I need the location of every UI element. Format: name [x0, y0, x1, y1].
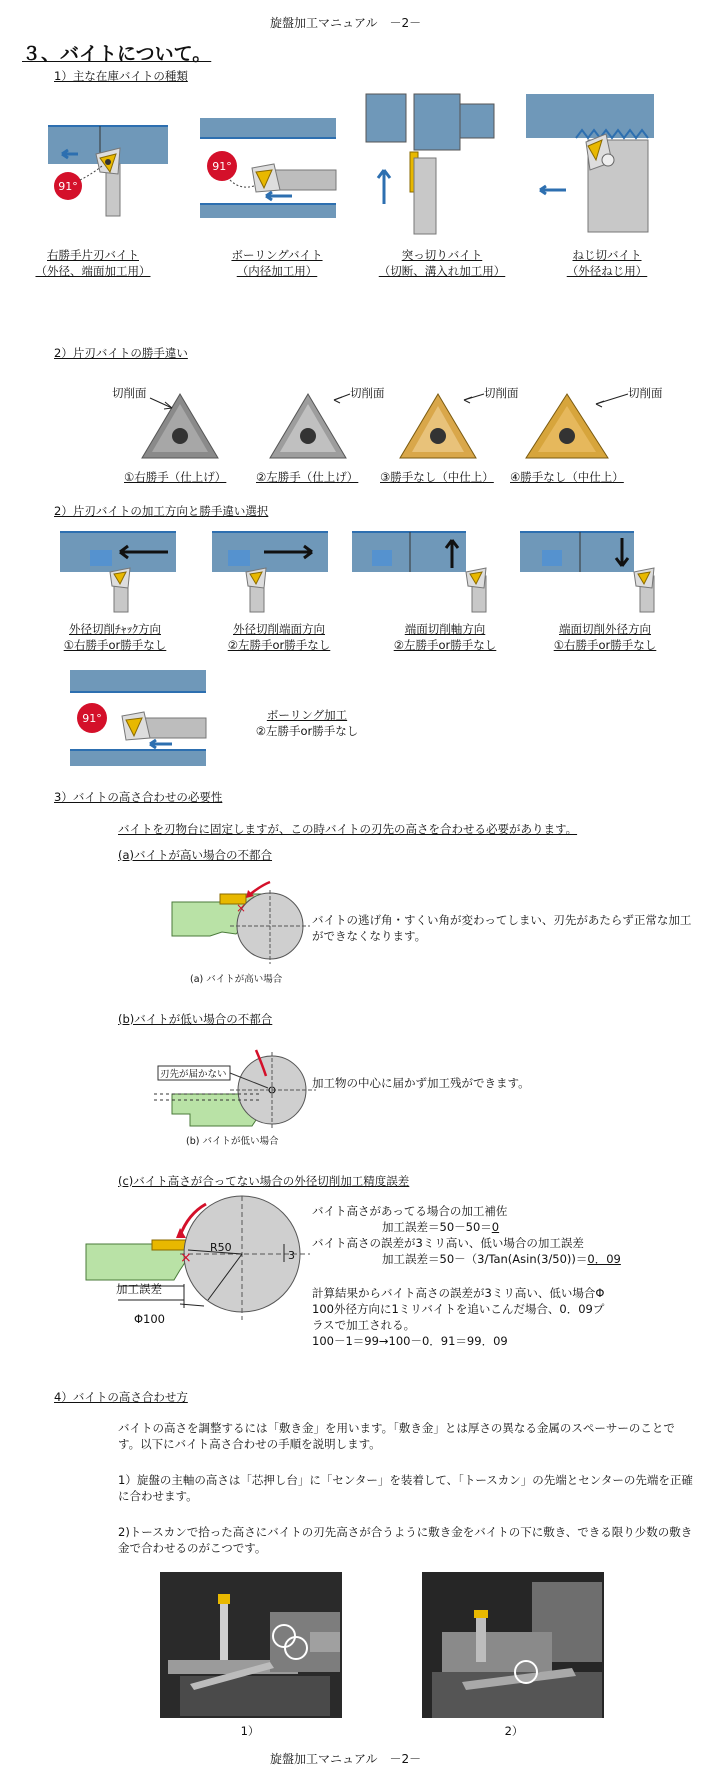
page-header: 旋盤加工マニュアル －2－	[270, 16, 422, 30]
direction-3-hand: ②左勝手or勝手なし	[393, 638, 497, 652]
tool-3-name: 突っ切りバイト	[401, 248, 483, 262]
calc-line-4-text: 加工誤差＝50－（3/Tan(Asin(3/50))＝	[382, 1252, 588, 1266]
direction-diagram-1	[60, 528, 180, 612]
calc-result-2: 0．09	[587, 1252, 621, 1266]
case-b-caption: (b) バイトが低い場合	[186, 1136, 279, 1147]
calc-line-3: バイト高さの誤差が3ミリ高い、低い場合の加工誤差	[312, 1236, 584, 1250]
angle-badge-3: 91°	[82, 712, 102, 725]
face-label-arrows	[0, 0, 707, 420]
tool-2-use: （内径加工用）	[236, 264, 318, 278]
tool-4-use: （外径ねじ用）	[566, 264, 648, 278]
insert-caption-1: ①右勝手（仕上げ）	[124, 470, 227, 484]
calc-line-2	[382, 1220, 499, 1235]
direction-3-name: 端面切削軸方向	[404, 622, 486, 636]
photo-1-caption: 1）	[240, 1724, 260, 1738]
case-b-heading: (b)バイトが低い場合の不都合	[118, 1012, 273, 1026]
tool-1-name: 右勝手片刃バイト	[47, 248, 139, 262]
shim-intro: バイトの高さを調整するには「敷き金」を用います。「敷き金」とは厚さの異なる金属のスペーサーのことです。以下にバイト高さ合わせの手順を説明します。	[118, 1421, 675, 1451]
direction-2-name: 外径切削端面方向	[233, 622, 325, 636]
section-4-heading: 3）バイトの高さ合わせの必要性	[54, 790, 223, 804]
direction-2-hand: ②左勝手or勝手なし	[227, 638, 331, 652]
boring-hand: ②左勝手or勝手なし	[255, 724, 359, 738]
error-label: 加工誤差	[116, 1282, 162, 1296]
direction-4-name: 端面切削外径方向	[559, 622, 651, 636]
page-footer: 旋盤加工マニュアル －2－	[270, 1752, 422, 1766]
tool-high-diagram	[170, 874, 320, 974]
photo-2-shim-setting	[422, 1572, 604, 1718]
case-c-heading: (c)バイト高さが合ってない場合の外径切削加工精度誤差	[118, 1174, 410, 1188]
direction-diagram-2	[212, 528, 332, 612]
boring-label: ボーリング加工	[266, 708, 348, 722]
diameter-label: Φ100	[134, 1312, 166, 1326]
boring-direction-diagram	[70, 668, 210, 768]
section-3-heading: 2）片刃バイトの加工方向と勝手違い選択	[54, 504, 269, 518]
tool-3-use: （切断、溝入れ加工用）	[378, 264, 506, 278]
step-1-text: 1）旋盤の主軸の高さは「芯押し台」に「センター」を装着して、「トースカン」の先端とセンターの先端を正確に合わせます。	[118, 1473, 693, 1503]
height-offset-label: 3	[288, 1249, 295, 1262]
photo-1-lathe-center	[160, 1572, 342, 1718]
svg-text:×: ×	[180, 1250, 192, 1266]
insert-caption-3: ③勝手なし（中仕上）	[380, 470, 494, 484]
photo-2-caption: 2）	[504, 1724, 524, 1738]
height-intro: バイトを刃物台に固定しますが、この時バイトの刃先の高さを合わせる必要があります。	[118, 822, 578, 836]
tool-low-diagram	[150, 1034, 320, 1144]
case-b-text: 加工物の中心に届かず加工残ができます。	[312, 1076, 530, 1090]
insert-caption-2: ②左勝手（仕上げ）	[256, 470, 359, 484]
face-label-4: 切削面	[628, 386, 663, 400]
svg-text:×: ×	[236, 901, 247, 915]
insert-caption-4: ④勝手なし（中仕上）	[510, 470, 624, 484]
tool-1-use: （外径、端面加工用）	[35, 264, 151, 278]
calc-line-4	[382, 1252, 621, 1267]
face-label-2: 切削面	[350, 386, 385, 400]
calc-note-2: 100外径方向に1ミリバイトを追いこんだ場合、0．09プ	[312, 1302, 605, 1316]
case-a-text: バイトの逃げ角・すくい角が変わってしまい、刃先があたらず正常な加工ができなくなります。	[312, 913, 692, 943]
angle-badge-1: 91°	[58, 180, 78, 193]
section-1-heading: 1）主な在庫バイトの種類	[54, 69, 188, 83]
case-a-heading: (a)バイトが高い場合の不都合	[118, 848, 273, 862]
calc-note-1: 計算結果からバイト高さの誤差が3ミリ高い、低い場合Φ	[312, 1286, 605, 1300]
tool-4-name: ねじ切バイト	[572, 248, 642, 262]
face-label-1: 切削面	[112, 386, 147, 400]
direction-diagram-3	[352, 528, 492, 612]
direction-1-name: 外径切削ﾁｬｯｸ方向	[69, 622, 161, 636]
direction-4-hand: ①右勝手or勝手なし	[553, 638, 657, 652]
radius-label: R50	[210, 1241, 232, 1254]
calc-note-4: 100－1＝99→100－0．91＝99．09	[312, 1334, 508, 1348]
calc-line-1: バイト高さがあってる場合の加工補佐	[312, 1204, 508, 1218]
face-label-3: 切削面	[484, 386, 519, 400]
angle-badge-2: 91°	[212, 160, 232, 173]
chapter-title: ３、バイトについて。	[22, 43, 212, 65]
direction-diagram-4	[520, 528, 660, 612]
calc-result-1: 0	[491, 1220, 500, 1234]
case-b-callout: 刃先が届かない	[160, 1069, 227, 1080]
section-2-heading: 2）片刃バイトの勝手違い	[54, 346, 188, 360]
case-a-caption: (a) バイトが高い場合	[190, 974, 283, 985]
step-2-text: 2)トースカンで拾った高さにバイトの刃先高さが合うように敷き金をバイトの下に敷き、できる限り少数の敷き金で合わせるのがこつです。	[118, 1525, 693, 1555]
tool-2-name: ボーリングバイト	[231, 248, 323, 262]
section-5-heading: 4）バイトの高さ合わせ方	[54, 1390, 188, 1404]
tool-accuracy-diagram	[84, 1196, 314, 1346]
calc-line-2-text: 加工誤差＝50－50＝	[382, 1220, 492, 1234]
calc-note-3: ラスで加工される。	[312, 1318, 416, 1332]
direction-1-hand: ①右勝手or勝手なし	[63, 638, 167, 652]
